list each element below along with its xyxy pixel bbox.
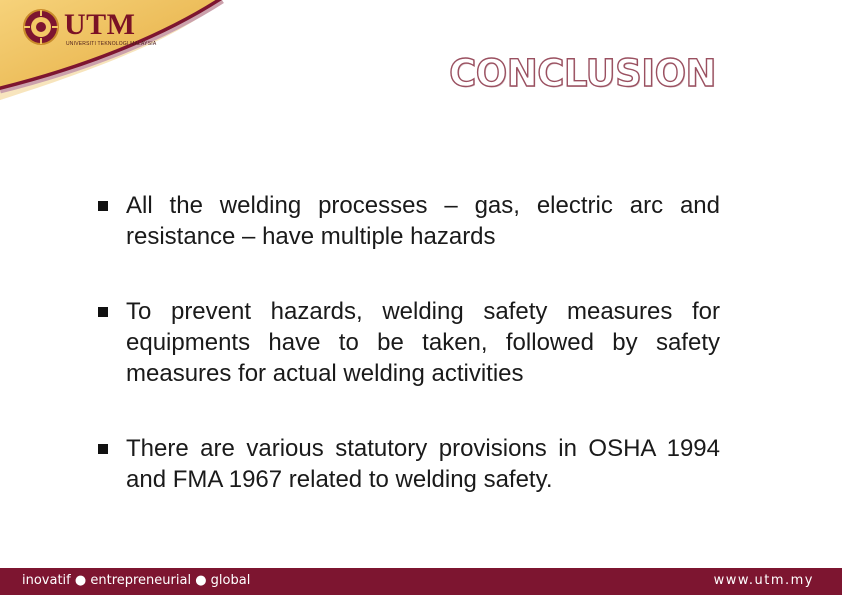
square-bullet-icon [98, 201, 108, 211]
bullet-item [98, 190, 720, 252]
university-crest-icon [22, 8, 60, 46]
bullet-text: All the welding processes – gas, electric arc and resistance – have multiple hazards [126, 192, 720, 250]
bullet-text: To prevent hazards, welding safety measures for equipments have to be taken, followed by safety measures for actual welding activities [126, 298, 720, 387]
bullet-list [98, 190, 720, 495]
footer-bar [0, 568, 842, 595]
slide-title: CONCLUSION [449, 52, 716, 95]
bullet-text: There are various statutory provisions in OSHA 1994 and FMA 1967 related to welding safety. [126, 435, 720, 493]
square-bullet-icon [98, 307, 108, 317]
bullet-item [98, 433, 720, 495]
footer-tagline: inovatif ● entrepreneurial ● global [22, 573, 251, 588]
logo-wordmark: UTM [64, 8, 136, 41]
square-bullet-icon [98, 444, 108, 454]
footer-website[interactable]: www.utm.my [713, 573, 814, 588]
bullet-item [98, 296, 720, 389]
logo-subtitle: UNIVERSITI TEKNOLOGI MALAYSIA [66, 41, 157, 47]
utm-logo [22, 8, 162, 52]
